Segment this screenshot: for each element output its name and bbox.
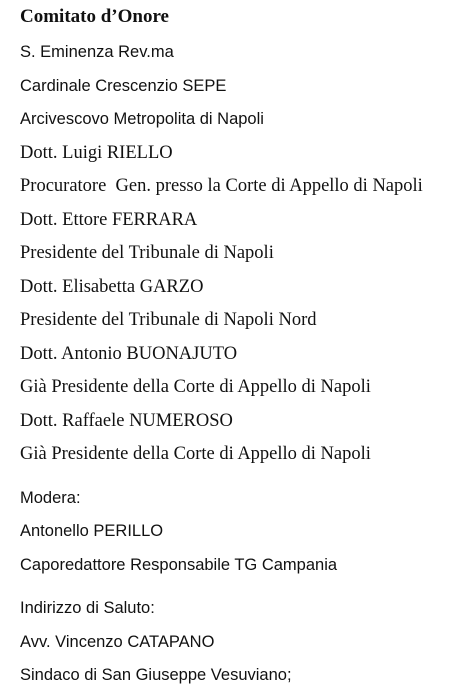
greeting-section: [20, 592, 470, 693]
committee-line: Dott. Elisabetta GARZO: [20, 276, 204, 297]
committee-line: Già Presidente della Corte di Appello di Napoli: [20, 444, 371, 464]
committee-line: Cardinale Crescenzio SEPE: [20, 76, 227, 95]
committee-line: Già Presidente della Corte di Appello di Napoli: [20, 377, 371, 397]
committee-line: Dott. Ettore FERRARA: [20, 209, 198, 230]
committee-line: Arcivescovo Metropolita di Napoli: [20, 110, 264, 128]
section-spacer: [20, 472, 470, 482]
section-spacer: [20, 582, 470, 592]
committee-list: [20, 36, 470, 472]
committee-line: Presidente del Tribunale di Napoli Nord: [20, 310, 317, 330]
document-page: [20, 4, 470, 693]
greeting-line: Avv. Vincenzo CATAPANO: [20, 632, 215, 651]
committee-line: Dott. Raffaele NUMEROSO: [20, 410, 233, 431]
greeting-line: Sindaco di San Giuseppe Vesuviano;: [20, 666, 292, 684]
committee-line: Presidente del Tribunale di Napoli: [20, 243, 274, 263]
committee-line: Dott. Luigi RIELLO: [20, 142, 173, 163]
committee-line: Procuratore Gen. presso la Corte di Appello di Napoli: [20, 176, 423, 196]
greeting-line: Indirizzo di Saluto:: [20, 599, 155, 617]
committee-line: Dott. Antonio BUONAJUTO: [20, 343, 238, 364]
section-heading: Comitato d’Onore: [20, 6, 169, 27]
moderator-section: [20, 482, 470, 583]
moderator-line: Modera:: [20, 488, 81, 507]
committee-line: S. Eminenza Rev.ma: [20, 43, 174, 61]
moderator-line: Caporedattore Responsabile TG Campania: [20, 555, 338, 574]
moderator-line: Antonello PERILLO: [20, 522, 164, 540]
